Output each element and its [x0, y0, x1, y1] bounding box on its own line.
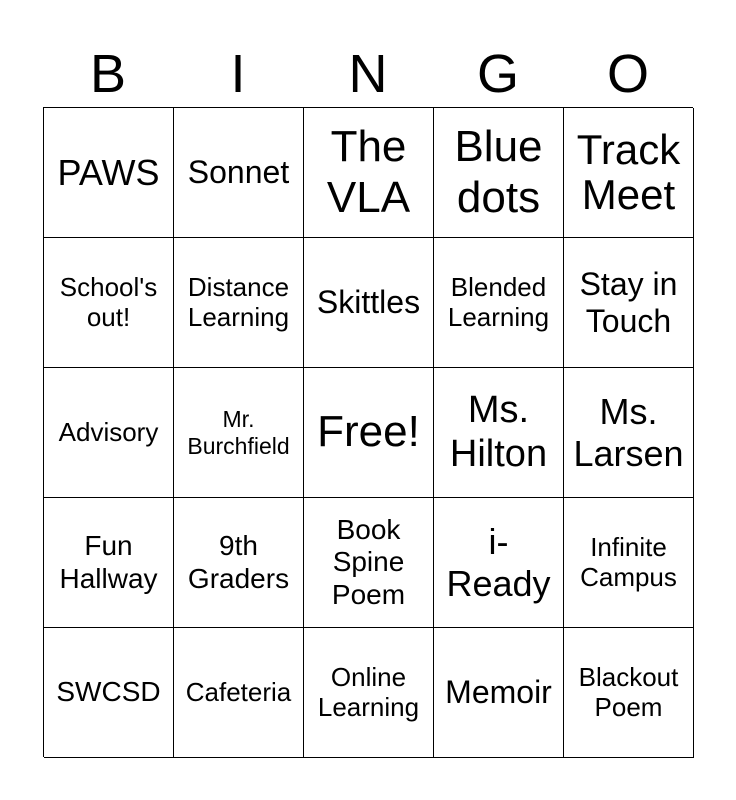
bingo-cell[interactable]: SWCSD	[44, 628, 174, 758]
bingo-cell[interactable]: Online Learning	[304, 628, 434, 758]
header-letter-i: I	[230, 44, 246, 104]
bingo-card	[43, 107, 693, 757]
bingo-header	[43, 42, 693, 106]
bingo-cell[interactable]: Book Spine Poem	[304, 498, 434, 628]
header-letter-b: B	[89, 44, 127, 104]
bingo-cell[interactable]: Blue dots	[434, 108, 564, 238]
bingo-cell[interactable]: Cafeteria	[174, 628, 304, 758]
bingo-cell[interactable]: i- Ready	[434, 498, 564, 628]
bingo-cell[interactable]: Ms. Hilton	[434, 368, 564, 498]
bingo-cell[interactable]: School's out!	[44, 238, 174, 368]
header-letter-g: G	[476, 44, 519, 104]
bingo-cell[interactable]: Memoir	[434, 628, 564, 758]
bingo-cell[interactable]: Ms. Larsen	[564, 368, 694, 498]
bingo-cell[interactable]: Blended Learning	[434, 238, 564, 368]
free-cell[interactable]: Free!	[304, 368, 434, 498]
bingo-cell[interactable]: Distance Learning	[174, 238, 304, 368]
bingo-cell[interactable]: Mr. Burchfield	[174, 368, 304, 498]
bingo-cell[interactable]: PAWS	[44, 108, 174, 238]
bingo-cell[interactable]: Stay in Touch	[564, 238, 694, 368]
bingo-cell[interactable]: Advisory	[44, 368, 174, 498]
bingo-cell[interactable]: Infinite Campus	[564, 498, 694, 628]
bingo-cell[interactable]: Blackout Poem	[564, 628, 694, 758]
bingo-cell[interactable]: The VLA	[304, 108, 434, 238]
bingo-cell[interactable]: Sonnet	[174, 108, 304, 238]
header-letter-n: N	[348, 44, 388, 104]
bingo-cell[interactable]: Track Meet	[564, 108, 694, 238]
bingo-cell[interactable]: Fun Hallway	[44, 498, 174, 628]
bingo-cell[interactable]: Skittles	[304, 238, 434, 368]
bingo-cell[interactable]: 9th Graders	[174, 498, 304, 628]
header-letter-o: O	[606, 44, 649, 104]
